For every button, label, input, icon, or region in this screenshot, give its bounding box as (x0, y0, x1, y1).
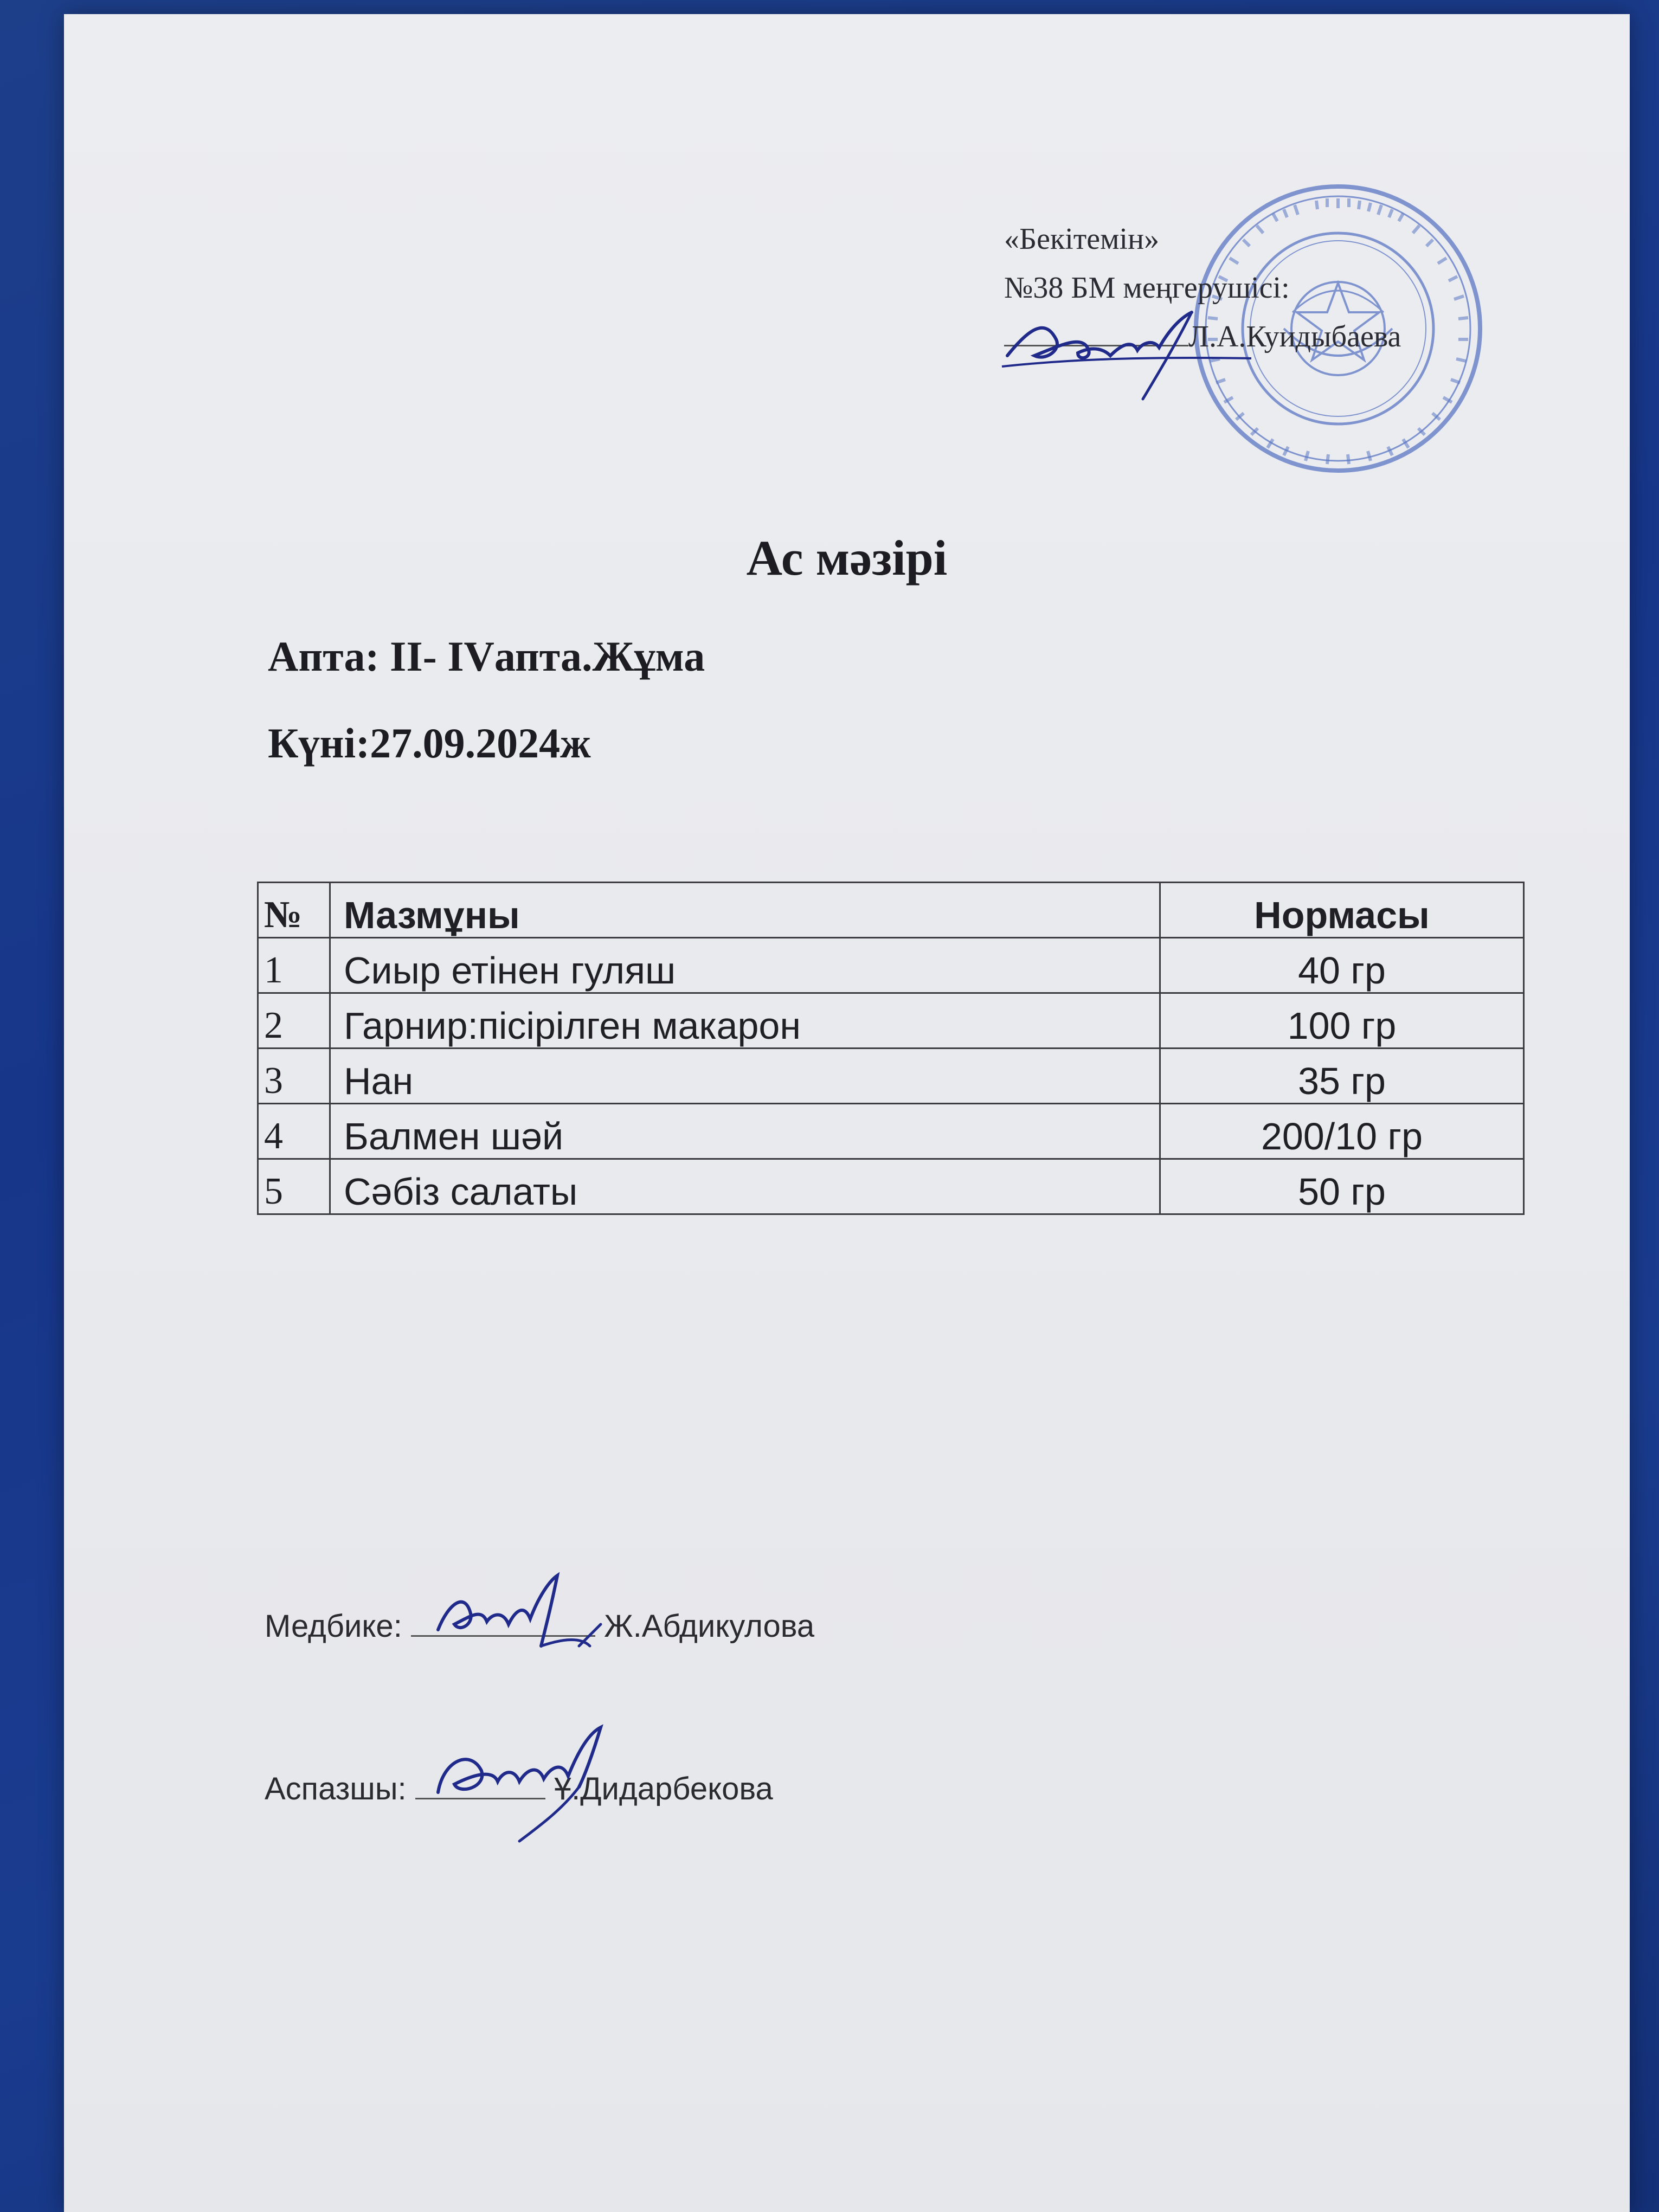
table-row (258, 1159, 1524, 1214)
row-number: 1 (258, 938, 330, 993)
row-norm: 100 гр (1160, 993, 1524, 1049)
table-row (258, 993, 1524, 1049)
header-number: № (258, 883, 330, 938)
header-norm: Нормасы (1160, 883, 1524, 938)
table-row (258, 1104, 1524, 1159)
page-title: Ас мәзірі (746, 530, 948, 586)
row-norm: 35 гр (1160, 1049, 1524, 1104)
row-item: Гарнир:пісірілген макарон (330, 993, 1160, 1049)
date-line: Күні:27.09.2024ж (268, 719, 591, 767)
table-header-row (258, 883, 1524, 938)
cook-label: Аспазшы: (265, 1771, 407, 1806)
nurse-name: Ж.Абдикулова (604, 1609, 815, 1644)
director-signature (996, 296, 1257, 404)
week-line: Апта: ІІ- ІVапта.Жұма (268, 633, 705, 680)
row-item: Сиыр етінен гуляш (330, 938, 1160, 993)
row-item: Нан (330, 1049, 1160, 1104)
row-norm: 200/10 гр (1160, 1104, 1524, 1159)
table-row (258, 938, 1524, 993)
row-item: Балмен шәй (330, 1104, 1160, 1159)
row-number: 2 (258, 993, 330, 1049)
nurse-label: Медбике: (265, 1609, 402, 1644)
approval-position: №38 БМ меңгерушісі: (1004, 271, 1290, 305)
cook-signature (422, 1716, 650, 1847)
row-number: 5 (258, 1159, 330, 1214)
approval-title: «Бекітемін» (1004, 222, 1160, 256)
table-row (258, 1049, 1524, 1104)
document-sheet (64, 14, 1630, 2212)
approval-name: Л.А.Куидыбаева (1188, 320, 1401, 353)
nurse-signature (416, 1565, 644, 1673)
row-number: 3 (258, 1049, 330, 1104)
header-content: Мазмұны (330, 883, 1160, 938)
row-norm: 40 гр (1160, 938, 1524, 993)
menu-table (257, 882, 1525, 1215)
row-number: 4 (258, 1104, 330, 1159)
row-item: Сәбіз салаты (330, 1159, 1160, 1214)
row-norm: 50 гр (1160, 1159, 1524, 1214)
cook-name: Ұ.Дидарбекова (554, 1771, 773, 1806)
